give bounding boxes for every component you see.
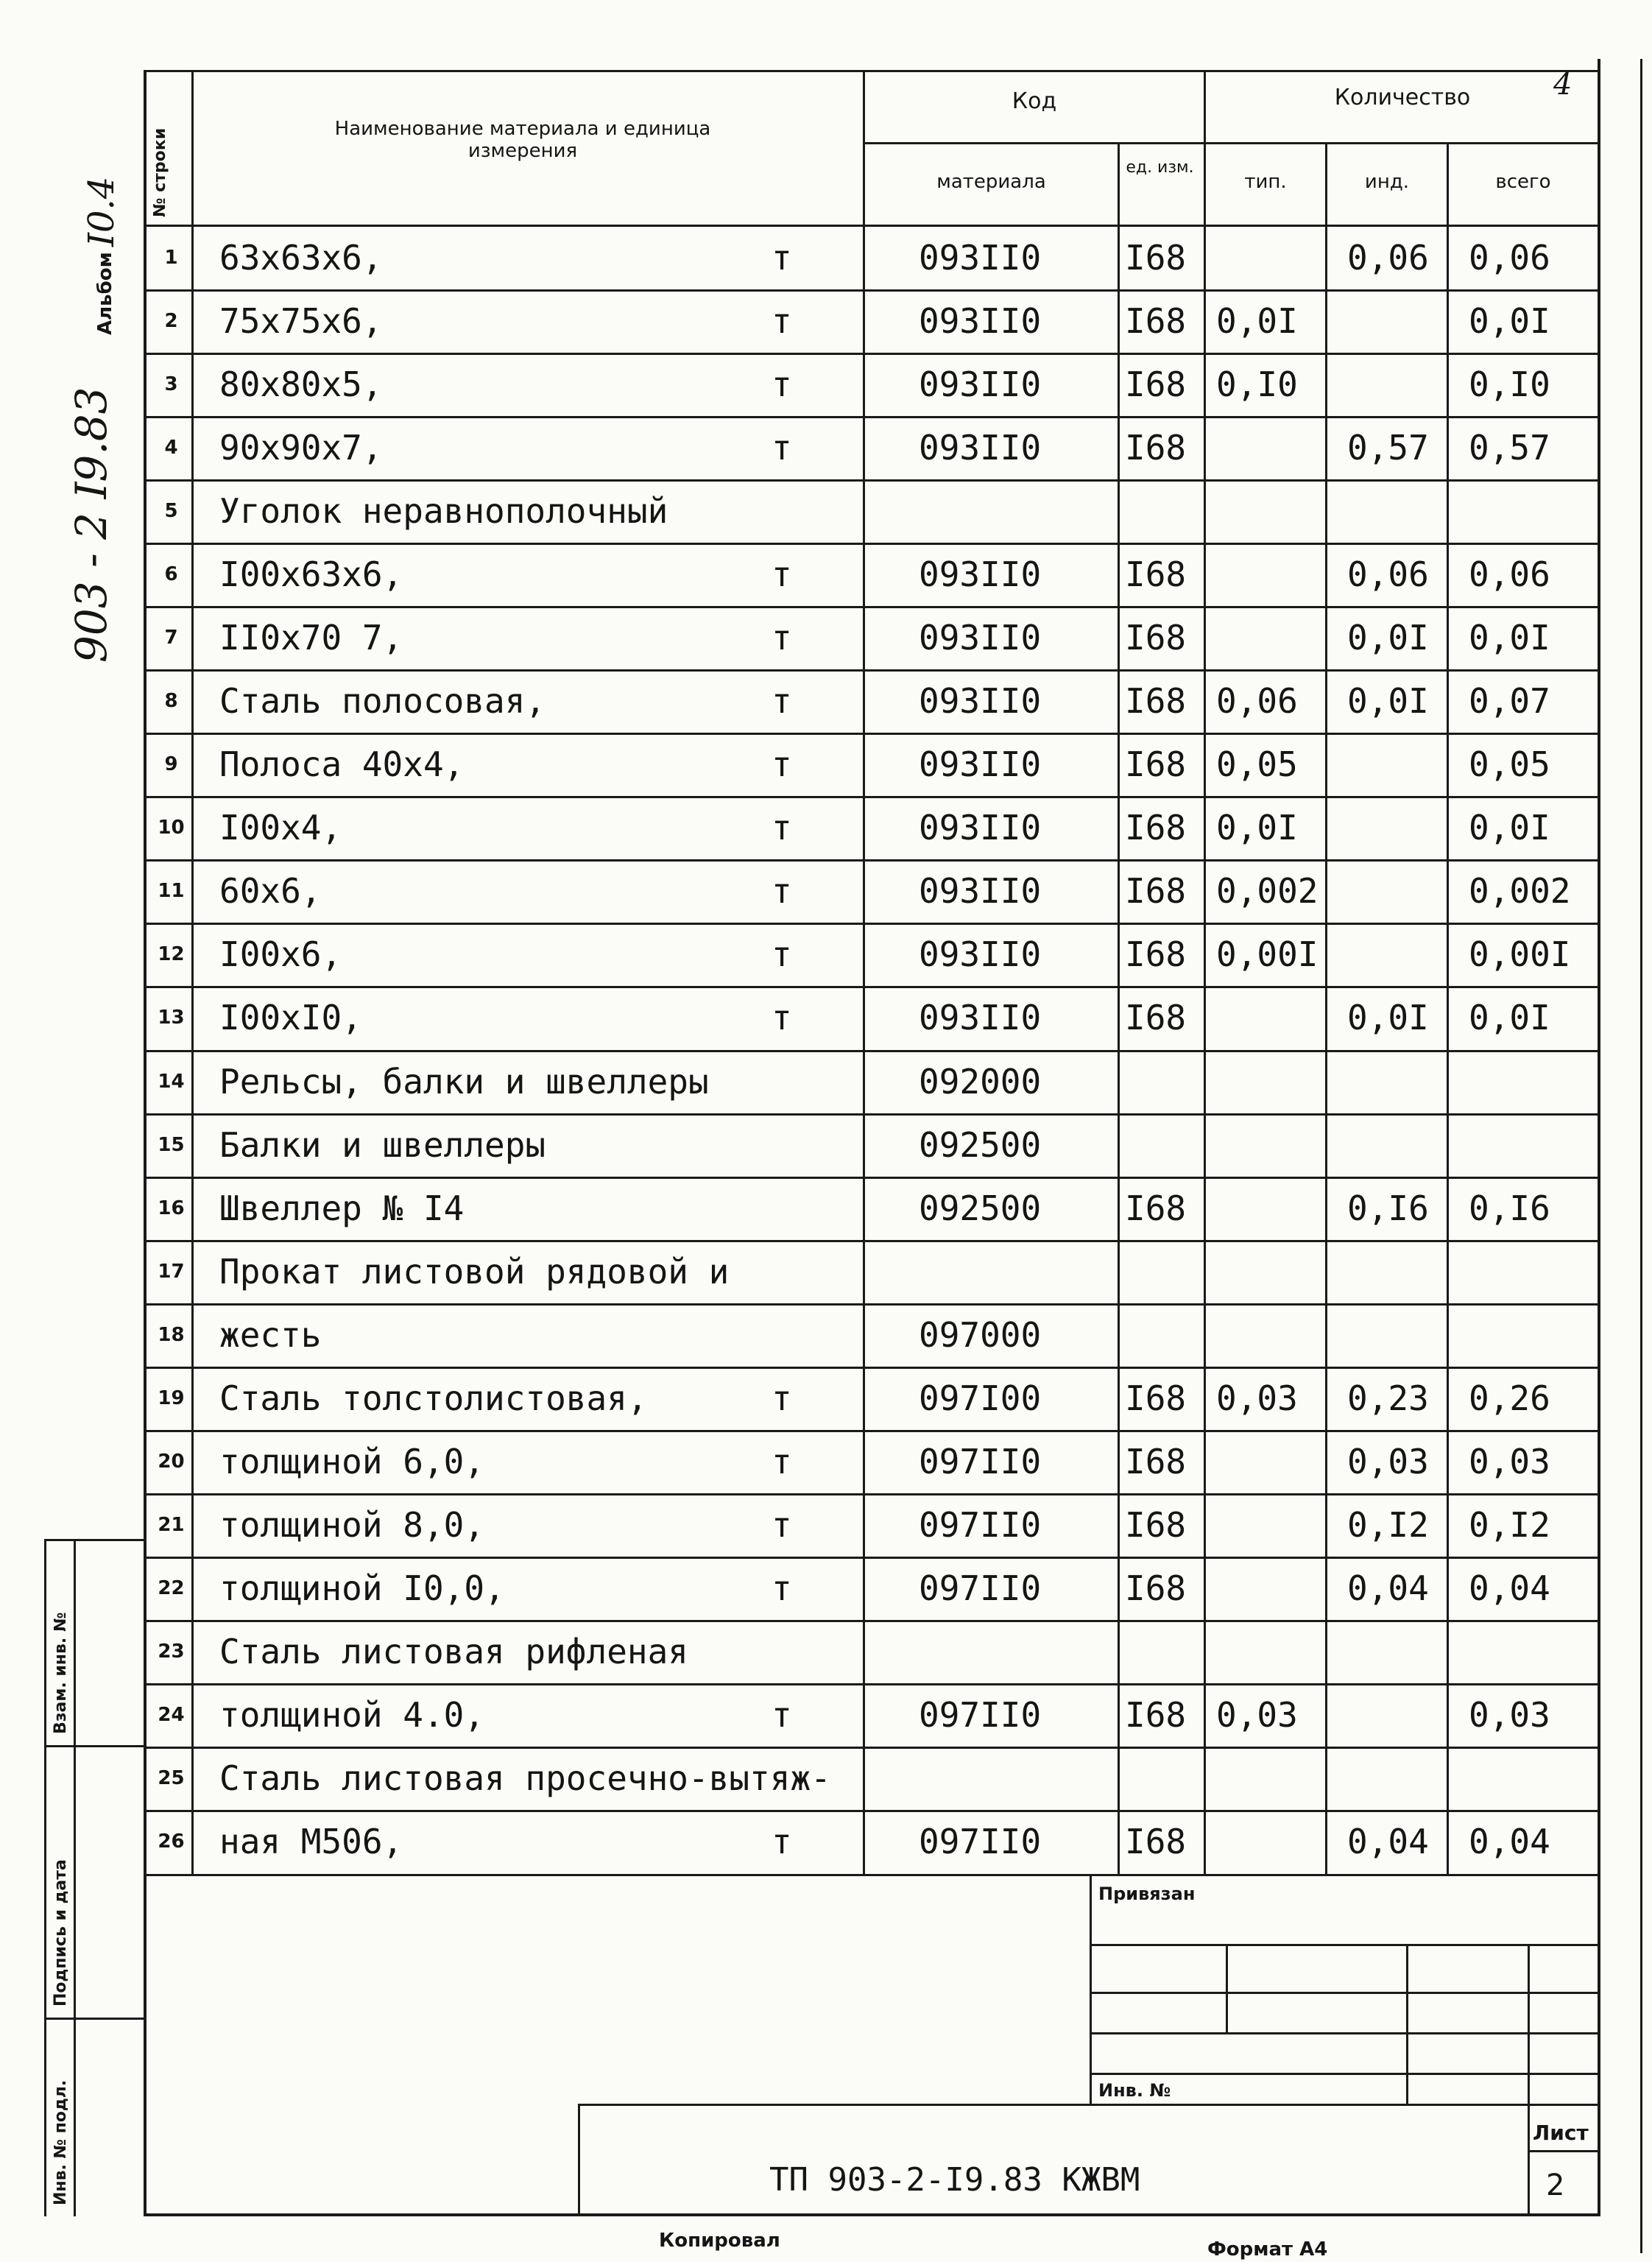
row-divider bbox=[147, 353, 1600, 355]
cell-n: 16 bbox=[158, 1197, 185, 1219]
cell-n: 22 bbox=[158, 1576, 185, 1599]
cell-u: т bbox=[772, 1504, 792, 1545]
cell-ed: I68 bbox=[1125, 428, 1187, 468]
cell-code: 093II0 bbox=[919, 808, 1042, 848]
cell-u: т bbox=[772, 301, 792, 342]
cell-code: 093II0 bbox=[919, 934, 1042, 975]
header-code-unit: ед. изм. bbox=[1126, 158, 1194, 177]
cell-n: 9 bbox=[164, 753, 178, 776]
cell-name: I00x63x6, bbox=[219, 554, 403, 595]
cell-u: т bbox=[772, 1378, 792, 1418]
cell-name: толщиной 4.0, bbox=[219, 1694, 485, 1735]
cell-n: 26 bbox=[158, 1830, 185, 1853]
cell-typ: 0,0I bbox=[1216, 301, 1298, 342]
cell-tot: 0,00I bbox=[1469, 934, 1571, 975]
cell-name: I00xI0, bbox=[219, 998, 362, 1038]
cell-name: 63x63x6, bbox=[219, 238, 383, 278]
row-divider bbox=[147, 1810, 1600, 1812]
cell-code: 093II0 bbox=[919, 554, 1042, 595]
cell-ind: 0,03 bbox=[1347, 1441, 1429, 1481]
side-box-left-line bbox=[44, 1539, 46, 2216]
cell-u: т bbox=[772, 554, 792, 595]
cell-n: 14 bbox=[158, 1070, 185, 1093]
cell-ed: I68 bbox=[1125, 1188, 1187, 1228]
header-qty-total: всего bbox=[1495, 171, 1551, 193]
cell-tot: 0,04 bbox=[1469, 1821, 1550, 1861]
stamp-inv-no: Инв. № bbox=[1098, 2080, 1171, 2101]
cell-ed: I68 bbox=[1125, 808, 1187, 848]
col-line-ind bbox=[1447, 142, 1449, 1874]
outer-right-edge bbox=[1640, 59, 1642, 2253]
cell-n: 10 bbox=[158, 817, 185, 839]
cell-n: 17 bbox=[158, 1260, 185, 1283]
cell-typ: 0,05 bbox=[1216, 744, 1298, 785]
cell-name: II0x70 7, bbox=[219, 618, 403, 658]
stamp-sheet-number: 2 bbox=[1546, 2168, 1565, 2202]
cell-code: 097II0 bbox=[919, 1504, 1042, 1545]
cell-name: Швеллер № I4 bbox=[219, 1188, 465, 1228]
cell-ed: I68 bbox=[1125, 364, 1187, 405]
cell-ind: 0,0I bbox=[1347, 681, 1429, 722]
col-line-code bbox=[863, 70, 865, 1874]
cell-ind: 0,23 bbox=[1347, 1378, 1429, 1418]
cell-typ: 0,002 bbox=[1216, 871, 1319, 912]
cell-code: 093II0 bbox=[919, 998, 1042, 1038]
row-divider bbox=[147, 733, 1600, 735]
cell-ind: 0,I6 bbox=[1347, 1188, 1429, 1228]
cell-code: 093II0 bbox=[919, 428, 1042, 468]
cell-ed: I68 bbox=[1125, 238, 1187, 278]
cell-tot: 0,04 bbox=[1469, 1568, 1550, 1608]
cell-u: т bbox=[772, 1694, 792, 1735]
cell-name: Сталь полосовая, bbox=[219, 681, 546, 722]
album-number: I0.4 bbox=[81, 176, 122, 247]
cell-typ: 0,I0 bbox=[1216, 364, 1298, 405]
cell-tot: 0,26 bbox=[1469, 1378, 1550, 1418]
cell-ed: I68 bbox=[1125, 998, 1187, 1038]
cell-n: 4 bbox=[164, 437, 178, 459]
row-divider bbox=[147, 859, 1600, 862]
cell-u: т bbox=[772, 1441, 792, 1481]
cell-u: т bbox=[772, 681, 792, 722]
cell-name: ная М506, bbox=[219, 1821, 403, 1861]
row-divider bbox=[147, 1050, 1600, 1052]
cell-tot: 0,0I bbox=[1469, 301, 1550, 342]
cell-u: т bbox=[772, 1821, 792, 1861]
cell-tot: 0,I2 bbox=[1469, 1504, 1550, 1545]
cell-ed: I68 bbox=[1125, 1504, 1187, 1545]
cell-name: Рельсы, балки и швеллеры bbox=[219, 1061, 709, 1102]
row-divider bbox=[147, 669, 1600, 672]
col-line-typ bbox=[1325, 142, 1327, 1874]
side-stamp-inv-original: Инв. № подл. bbox=[52, 2079, 70, 2205]
cell-name: Балки и швеллеры bbox=[219, 1124, 546, 1165]
cell-u: т bbox=[772, 998, 792, 1038]
cell-ed: I68 bbox=[1125, 618, 1187, 658]
cell-ed: I68 bbox=[1125, 1694, 1187, 1735]
cell-u: т bbox=[772, 364, 792, 405]
row-divider bbox=[147, 1240, 1600, 1242]
row-divider bbox=[147, 416, 1600, 418]
cell-ind: 0,06 bbox=[1347, 554, 1429, 595]
cell-code: 093II0 bbox=[919, 871, 1042, 912]
cell-typ: 0,0I bbox=[1216, 808, 1298, 848]
cell-n: 25 bbox=[158, 1766, 185, 1789]
cell-u: т bbox=[772, 934, 792, 975]
cell-name: толщиной 6,0, bbox=[219, 1441, 485, 1481]
cell-code: 093II0 bbox=[919, 301, 1042, 342]
cell-tot: 0,0I bbox=[1469, 998, 1550, 1038]
cell-code: 097I00 bbox=[919, 1378, 1042, 1418]
cell-code: 093II0 bbox=[919, 618, 1042, 658]
side-stamp-signature-date: Подпись и дата bbox=[52, 1859, 70, 2006]
cell-tot: 0,57 bbox=[1469, 428, 1550, 468]
stamp-left-line bbox=[1090, 1874, 1092, 2104]
cell-ind: 0,04 bbox=[1347, 1568, 1429, 1608]
cell-n: 13 bbox=[158, 1007, 185, 1029]
cell-ed: I68 bbox=[1125, 681, 1187, 722]
header-mid-line bbox=[863, 142, 1600, 144]
cell-code: 092500 bbox=[919, 1188, 1042, 1228]
cell-name: Полоса 40x4, bbox=[219, 744, 465, 785]
cell-name: 80x80x5, bbox=[219, 364, 383, 405]
cell-tot: 0,06 bbox=[1469, 554, 1550, 595]
cell-u: т bbox=[772, 744, 792, 785]
handwritten-code: 903 - 2 I9.83 bbox=[66, 387, 116, 663]
row-divider bbox=[147, 606, 1600, 608]
stamp-title-top-line bbox=[578, 2104, 1600, 2106]
cell-ind: 0,04 bbox=[1347, 1821, 1429, 1861]
left-frame-line bbox=[144, 70, 147, 2216]
row-divider bbox=[147, 1303, 1600, 1306]
cell-typ: 0,06 bbox=[1216, 681, 1298, 722]
side-stamp-replace-inv: Взам. инв. № bbox=[52, 1612, 70, 1734]
stamp-title: ТП 903-2-I9.83 КЖВМ bbox=[769, 2161, 1140, 2199]
cell-name: Прокат листовой рядовой и bbox=[219, 1251, 730, 1292]
header-bottom-line bbox=[144, 225, 1600, 227]
row-divider bbox=[147, 289, 1600, 292]
cell-code: 092500 bbox=[919, 1124, 1042, 1165]
header-qty-ind: инд. bbox=[1364, 171, 1410, 193]
cell-ind: 0,57 bbox=[1347, 428, 1429, 468]
cell-n: 11 bbox=[158, 880, 185, 903]
cell-name: 60x6, bbox=[219, 871, 322, 912]
cell-n: 19 bbox=[158, 1387, 185, 1409]
cell-ed: I68 bbox=[1125, 1441, 1187, 1481]
col-line-unit bbox=[1118, 142, 1120, 1874]
cell-ind: 0,06 bbox=[1347, 238, 1429, 278]
cell-tot: 0,06 bbox=[1469, 238, 1550, 278]
cell-ed: I68 bbox=[1125, 1568, 1187, 1608]
row-divider bbox=[147, 1493, 1600, 1495]
cell-name: 75x75x6, bbox=[219, 301, 383, 342]
cell-u: т bbox=[772, 428, 792, 468]
stamp-sheet-label: Лист bbox=[1533, 2121, 1589, 2145]
cell-u: т bbox=[772, 1568, 792, 1608]
cell-name: толщиной 8,0, bbox=[219, 1504, 485, 1545]
cell-tot: 0,05 bbox=[1469, 744, 1550, 785]
col-line-rowno bbox=[191, 70, 194, 1874]
cell-u: т bbox=[772, 871, 792, 912]
row-divider bbox=[147, 1620, 1600, 1622]
cell-name: Сталь листовая просечно-вытяж- bbox=[219, 1758, 831, 1798]
row-divider bbox=[147, 543, 1600, 545]
cell-ind: 0,0I bbox=[1347, 998, 1429, 1038]
cell-u: т bbox=[772, 618, 792, 658]
cell-n: 24 bbox=[158, 1703, 185, 1726]
cell-ed: I68 bbox=[1125, 934, 1187, 975]
cell-tot: 0,03 bbox=[1469, 1694, 1550, 1735]
cell-code: 097000 bbox=[919, 1314, 1042, 1355]
row-divider bbox=[147, 1557, 1600, 1559]
cell-code: 093II0 bbox=[919, 744, 1042, 785]
cell-typ: 0,03 bbox=[1216, 1378, 1298, 1418]
header-qty-typ: тип. bbox=[1244, 171, 1287, 193]
cell-n: 18 bbox=[158, 1323, 185, 1346]
row-divider bbox=[147, 986, 1600, 988]
header-code-material: материала bbox=[936, 171, 1046, 193]
cell-tot: 0,I0 bbox=[1469, 364, 1550, 405]
row-divider bbox=[147, 1113, 1600, 1116]
table-bottom-line bbox=[144, 1874, 1600, 1876]
cell-code: 093II0 bbox=[919, 238, 1042, 278]
cell-name: Уголок неравнополочный bbox=[219, 491, 668, 532]
cell-name: I00x4, bbox=[219, 808, 342, 848]
row-divider bbox=[147, 479, 1600, 482]
cell-ed: I68 bbox=[1125, 1821, 1187, 1861]
cell-name: толщиной I0,0, bbox=[219, 1568, 505, 1608]
col-line-qty bbox=[1204, 70, 1206, 1874]
cell-n: 23 bbox=[158, 1640, 185, 1663]
header-row-number: № строки bbox=[151, 127, 169, 217]
cell-n: 8 bbox=[164, 690, 178, 713]
row-divider bbox=[147, 1177, 1600, 1179]
right-frame-line bbox=[1598, 59, 1600, 2216]
cell-code: 097II0 bbox=[919, 1441, 1042, 1481]
cell-ind: 0,I2 bbox=[1347, 1504, 1429, 1545]
cell-n: 15 bbox=[158, 1133, 185, 1156]
top-frame-line bbox=[144, 70, 1600, 72]
cell-tot: 0,002 bbox=[1469, 871, 1571, 912]
cell-n: 12 bbox=[158, 943, 185, 966]
cell-code: 097II0 bbox=[919, 1568, 1042, 1608]
cell-n: 2 bbox=[164, 310, 178, 333]
cell-tot: 0,0I bbox=[1469, 808, 1550, 848]
cell-name: 90x90x7, bbox=[219, 428, 383, 468]
row-divider bbox=[147, 1367, 1600, 1369]
cell-ed: I68 bbox=[1125, 744, 1187, 785]
row-divider bbox=[147, 1747, 1600, 1749]
cell-name: I00x6, bbox=[219, 934, 342, 975]
cell-name: Сталь листовая рифленая bbox=[219, 1631, 688, 1671]
header-code: Код bbox=[1012, 88, 1057, 114]
footer-copied: Копировал bbox=[659, 2230, 780, 2252]
cell-typ: 0,03 bbox=[1216, 1694, 1298, 1735]
footer-format: Формат А4 bbox=[1207, 2238, 1328, 2261]
corner-page-mark: 4 bbox=[1553, 68, 1572, 102]
cell-name: жесть bbox=[219, 1314, 322, 1355]
cell-code: 097II0 bbox=[919, 1821, 1042, 1861]
cell-n: 20 bbox=[158, 1450, 185, 1473]
cell-ed: I68 bbox=[1125, 301, 1187, 342]
cell-ind: 0,0I bbox=[1347, 618, 1429, 658]
cell-n: 5 bbox=[164, 500, 178, 523]
header-quantity: Количество bbox=[1334, 85, 1471, 110]
row-divider bbox=[147, 796, 1600, 798]
cell-tot: 0,I6 bbox=[1469, 1188, 1550, 1228]
cell-n: 21 bbox=[158, 1513, 185, 1536]
row-divider bbox=[147, 1430, 1600, 1432]
cell-tot: 0,03 bbox=[1469, 1441, 1550, 1481]
bottom-frame-line bbox=[144, 2213, 1600, 2216]
cell-tot: 0,0I bbox=[1469, 618, 1550, 658]
stamp-privyazan: Привязан bbox=[1098, 1884, 1196, 1904]
row-divider bbox=[147, 923, 1600, 925]
cell-n: 6 bbox=[164, 563, 178, 586]
cell-n: 7 bbox=[164, 627, 178, 649]
cell-typ: 0,00I bbox=[1216, 934, 1319, 975]
cell-code: 093II0 bbox=[919, 681, 1042, 722]
cell-tot: 0,07 bbox=[1469, 681, 1550, 722]
cell-name: Сталь толстолистовая, bbox=[219, 1378, 648, 1418]
cell-code: 092000 bbox=[919, 1061, 1042, 1102]
cell-code: 093II0 bbox=[919, 364, 1042, 405]
cell-u: т bbox=[772, 808, 792, 848]
cell-ed: I68 bbox=[1125, 871, 1187, 912]
cell-ed: I68 bbox=[1125, 554, 1187, 595]
album-label: Альбом bbox=[94, 252, 116, 335]
cell-ed: I68 bbox=[1125, 1378, 1187, 1418]
row-divider bbox=[147, 1683, 1600, 1685]
cell-n: 1 bbox=[164, 247, 178, 269]
cell-u: т bbox=[772, 238, 792, 278]
cell-n: 3 bbox=[164, 373, 178, 396]
header-name: Наименование материала и единица измерения bbox=[334, 118, 711, 162]
cell-code: 097II0 bbox=[919, 1694, 1042, 1735]
